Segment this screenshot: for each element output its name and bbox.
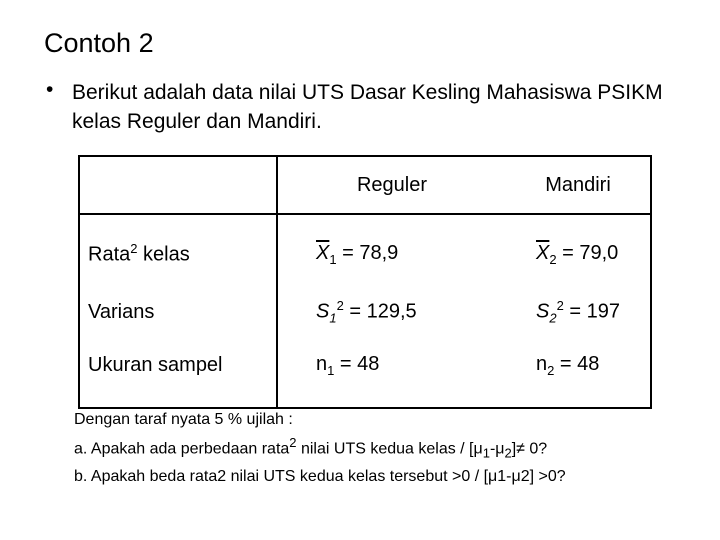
notes-line-1: Dengan taraf nyata 5 % ujilah : [74, 411, 293, 428]
notes-line-2 [74, 431, 566, 465]
label-sup: 2 [130, 241, 138, 257]
intro-text: Berikut adalah data nilai UTS Dasar Kesling Mahasiswa PSIKM kelas Reguler dan Mandiri. [72, 81, 663, 133]
notes-text: nilai UTS kedua kelas / [μ [296, 440, 483, 458]
header-reguler: Reguler [277, 156, 506, 214]
symbol-sub: 2 [549, 310, 557, 326]
label-text: Varians [88, 300, 155, 323]
n-symbol: n [536, 352, 548, 375]
cell-value: = 78,9 [336, 241, 399, 264]
question-notes [74, 408, 566, 488]
s-symbol: S [536, 300, 550, 323]
table-row [79, 285, 651, 339]
symbol-sub: 1 [329, 251, 337, 267]
row-label-variance [79, 285, 277, 339]
header-mandiri: Mandiri [506, 156, 651, 214]
s-symbol: S [316, 300, 330, 323]
xbar-symbol: $\overline{X}$ [316, 241, 330, 264]
cell-value: = 129,5 [343, 300, 417, 323]
table-header-row [79, 156, 651, 214]
symbol-sub: 2 [549, 251, 557, 267]
cell-value: = 197 [563, 300, 620, 323]
notes-text: -μ [489, 440, 505, 458]
notes-text: a. Apakah ada perbedaan rata [74, 440, 290, 458]
cell-variance-mandiri [506, 285, 651, 339]
cell-mean-mandiri [506, 214, 651, 285]
label-tail: kelas [137, 243, 190, 266]
cell-value: = 48 [334, 352, 380, 375]
label-text: Ukuran sampel [88, 353, 223, 376]
cell-variance-reguler [277, 285, 506, 339]
bullet-icon: • [46, 78, 54, 101]
table-row [79, 339, 651, 408]
notes-sup: 2 [289, 435, 297, 450]
slide-title: Contoh 2 [44, 28, 154, 58]
symbol-sub: 1 [329, 310, 337, 326]
notes-text: ]≠ 0? [511, 440, 548, 458]
header-empty [79, 156, 277, 214]
symbol-sub: 1 [327, 362, 335, 378]
cell-value: = 79,0 [556, 241, 619, 264]
cell-mean-reguler [277, 214, 506, 285]
cell-n-reguler [277, 339, 506, 408]
symbol-sup: 2 [336, 298, 344, 314]
symbol-sub: 2 [547, 362, 555, 378]
notes-sub: 2 [504, 445, 512, 461]
data-table [78, 155, 652, 409]
table-row [79, 214, 651, 285]
cell-value: = 48 [554, 352, 600, 375]
n-symbol: n [316, 352, 328, 375]
xbar-symbol: $\overline{X}$ [536, 241, 550, 264]
row-label-mean [79, 214, 277, 285]
notes-line-3: b. Apakah beda rata2 nilai UTS kedua kelas tersebut >0 / [μ1-μ2] >0? [74, 467, 566, 485]
symbol-sup: 2 [556, 298, 564, 314]
notes-sub: 1 [482, 445, 490, 461]
label-text: Rata [88, 243, 131, 266]
row-label-sample-size [79, 339, 277, 408]
cell-n-mandiri [506, 339, 651, 408]
